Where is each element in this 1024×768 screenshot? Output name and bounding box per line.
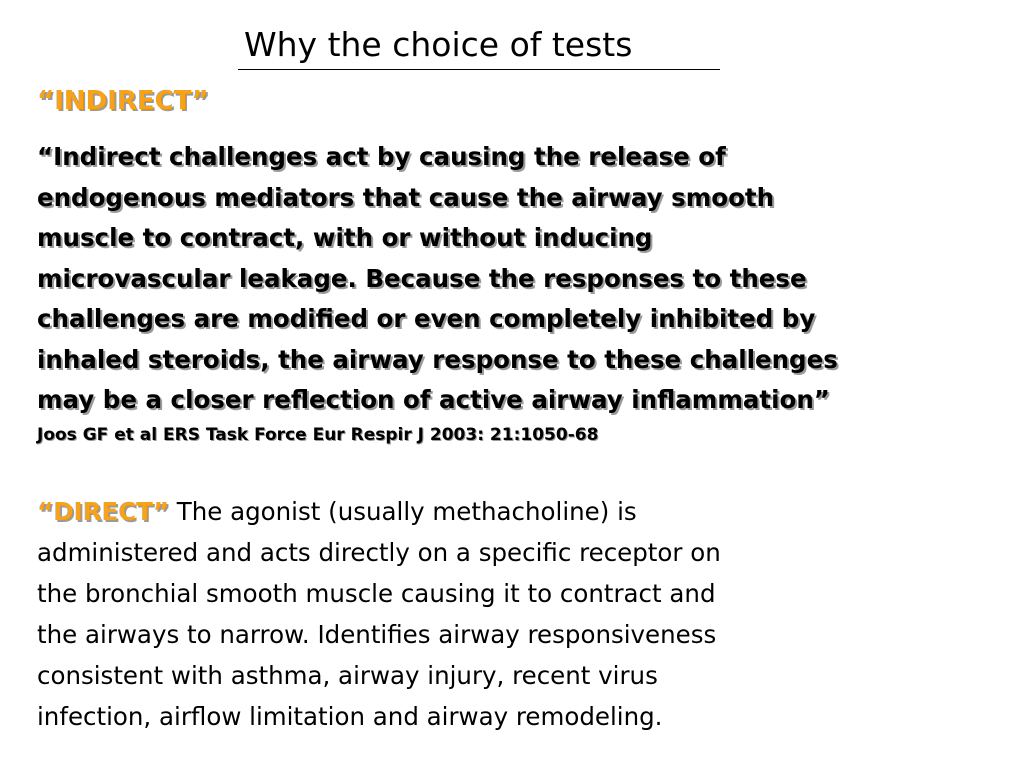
direct-line: administered and acts directly on a specific receptor on bbox=[37, 538, 721, 567]
citation: Joos GF et al ERS Task Force Eur Respir J 2003: 21:1050-68 bbox=[37, 425, 599, 445]
quote-line: endogenous mediators that cause the airway smooth bbox=[37, 182, 775, 212]
direct-paragraph bbox=[37, 491, 1012, 737]
quote-line: may be a closer reflection of active airway inflammation” bbox=[37, 385, 830, 414]
direct-line: the bronchial smooth muscle causing it to contract and bbox=[37, 579, 716, 608]
quote-line: microvascular leakage. Because the responses to these bbox=[37, 263, 807, 293]
direct-first-line bbox=[37, 491, 1012, 532]
slide-title: Why the choice of tests bbox=[244, 25, 633, 64]
quote-line: “Indirect challenges act by causing the release of bbox=[37, 142, 726, 171]
title-underline bbox=[238, 69, 720, 70]
direct-line: the airways to narrow. Identifies airway responsiveness bbox=[37, 620, 717, 649]
quote-line: muscle to contract, with or without inducing bbox=[37, 223, 653, 252]
quote-line: inhaled steroids, the airway response to these challenges bbox=[37, 344, 838, 374]
indirect-quote bbox=[37, 137, 1012, 421]
direct-first-line-text: The agonist (usually methacholine) is bbox=[168, 497, 637, 526]
direct-line: infection, airflow limitation and airway remodeling. bbox=[37, 702, 663, 731]
direct-heading: “DIRECT” bbox=[37, 497, 169, 526]
quote-line: challenges are modified or even completely inhibited by bbox=[37, 304, 816, 333]
indirect-heading: “INDIRECT” bbox=[37, 86, 209, 116]
direct-line: consistent with asthma, airway injury, recent virus bbox=[37, 661, 658, 690]
